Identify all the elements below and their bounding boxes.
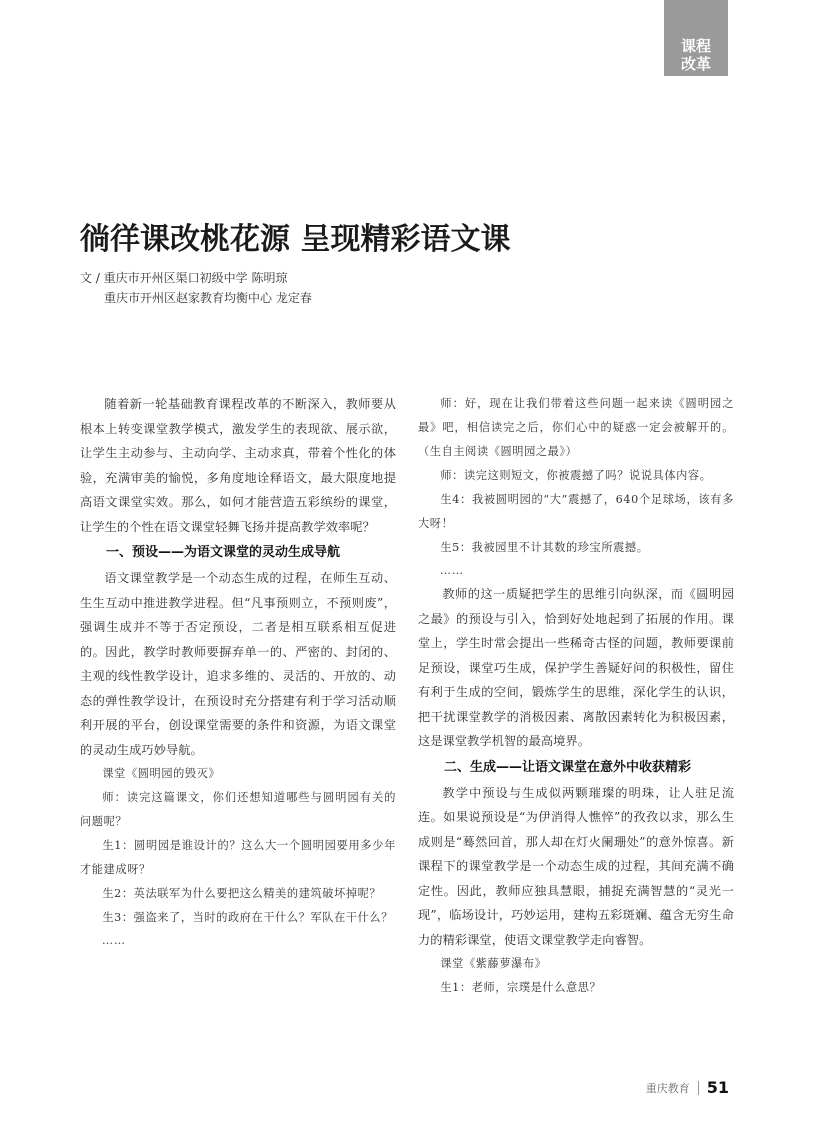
dialogue-line: 师：好，现在让我们带着这些问题一起来读《圆明园之最》吧，相信读完之后，你们心中的疑惑一定会被解开的。（生自主阅读《圆明园之最》）	[418, 397, 734, 458]
dialogue-line: 生1：老师，宗璞是什么意思？	[440, 981, 602, 994]
section-heading-1: 一、预设——为语文课堂的灵动生成导航	[106, 545, 341, 560]
paragraph: 语文课堂教学是一个动态生成的过程，在师生互动、生生互动中推进教学进程。但“凡事预则立，不预则废”，强调生成并不等于否定预设，二者是相互联系相互促进的。因此，教学时教师要摒弃单一的、严密的、封闭的、主观的线性教学设计，追求多维的、灵活的、开放的、动态的弹性教学设计，在预设时充分搭建有利于学习活动顺利开展的平台，创设课堂需要的条件和资源，为语文课堂的灵动生成巧妙导航。	[80, 571, 396, 757]
page-footer	[646, 1078, 729, 1097]
section-heading-2: 二、生成——让语文课堂在意外中收获精彩	[444, 759, 692, 775]
dialogue-line: 生2：英法联军为什么要把这么精美的建筑破坏掉呢？	[102, 887, 382, 900]
author-line-2: 重庆市开州区赵家教育均衡中心 龙定春	[104, 291, 312, 305]
dialogue-line: 生5：我被园里不计其数的珍宝所震撼。	[440, 541, 649, 554]
dialogue-line: 生3：强盗来了，当时的政府在干什么？军队在干什么？	[102, 911, 394, 924]
page-number: 51	[706, 1078, 729, 1097]
ellipsis: ……	[102, 934, 126, 947]
dialogue-line: 课堂《圆明园的毁灭》	[102, 767, 221, 780]
section-tab	[664, 0, 728, 76]
footer-divider	[698, 1081, 699, 1095]
dialogue-line: 课堂《紫藤萝瀑布》	[440, 957, 547, 970]
ellipsis: ……	[440, 564, 464, 577]
left-column	[80, 392, 396, 952]
article-title: 徜徉课改桃花源 呈现精彩语文课	[80, 222, 511, 257]
dialogue-line: 生1：圆明园是谁设计的？这么大一个圆明园要用多少年才能建成呀？	[80, 839, 396, 876]
article-authors	[80, 268, 680, 308]
paragraph: 教师的这一质疑把学生的思维引向纵深，而《圆明园之最》的预设与引入，恰到好处地起到了拓展的作用。课堂上，学生时常会提出一些稀奇古怪的问题，教师要课前足预设，课堂巧生成，保护学生善疑好问的积极性，留住有利于生成的空间，锻炼学生的思维，深化学生的认识，把干扰课堂教学的消极因素、离散因素转化为积极因素，这是课堂教学机智的最高境界。	[418, 587, 734, 748]
paragraph: 随着新一轮基础教育课程改革的不断深入，教师要从根本上转变课堂教学模式，激发学生的表现欲、展示欲，让学生主动参与、主动向学、主动求真，带着个性化的体验，充满审美的愉悦，多角度地诠释语文，最大限度地提高语文课堂实效。那么，如何才能营造五彩缤纷的课堂，让学生的个性在语文课堂轻舞飞扬并提高教学效率呢？	[80, 397, 396, 534]
paragraph: 教学中预设与生成似两颗璀璨的明珠，让人驻足流连。如果说预设是“为伊消得人憔悴”的孜孜以求，那么生成则是“蓦然回首，那人却在灯火阑珊处”的意外惊喜。新课程下的课堂教学是一个动态生成的过程，其间充满不确定性。因此，教师应独具慧眼，捕捉充满智慧的“灵光一现”，临场设计，巧妙运用，建构五彩斑斓、蕴含无穷生命力的精彩课堂，使语文课堂教学走向睿智。	[418, 785, 734, 947]
dialogue-line: 师：读完这则短文，你被震撼了吗？说说具体内容。	[440, 469, 712, 482]
dialogue-line: 生4：我被圆明园的“大”震撼了，640个足球场，该有多大呀！	[418, 493, 734, 530]
section-tab-line2: 改革	[680, 55, 711, 73]
dialogue-line: 师：读完这篇课文，你们还想知道哪些与圆明园有关的问题呢？	[80, 791, 396, 828]
author-line-1: 文 / 重庆市开州区渠口初级中学 陈明琼	[80, 271, 288, 285]
section-tab-line1: 课程	[680, 37, 711, 55]
journal-name: 重庆教育	[645, 1081, 690, 1095]
right-column	[418, 392, 734, 1000]
